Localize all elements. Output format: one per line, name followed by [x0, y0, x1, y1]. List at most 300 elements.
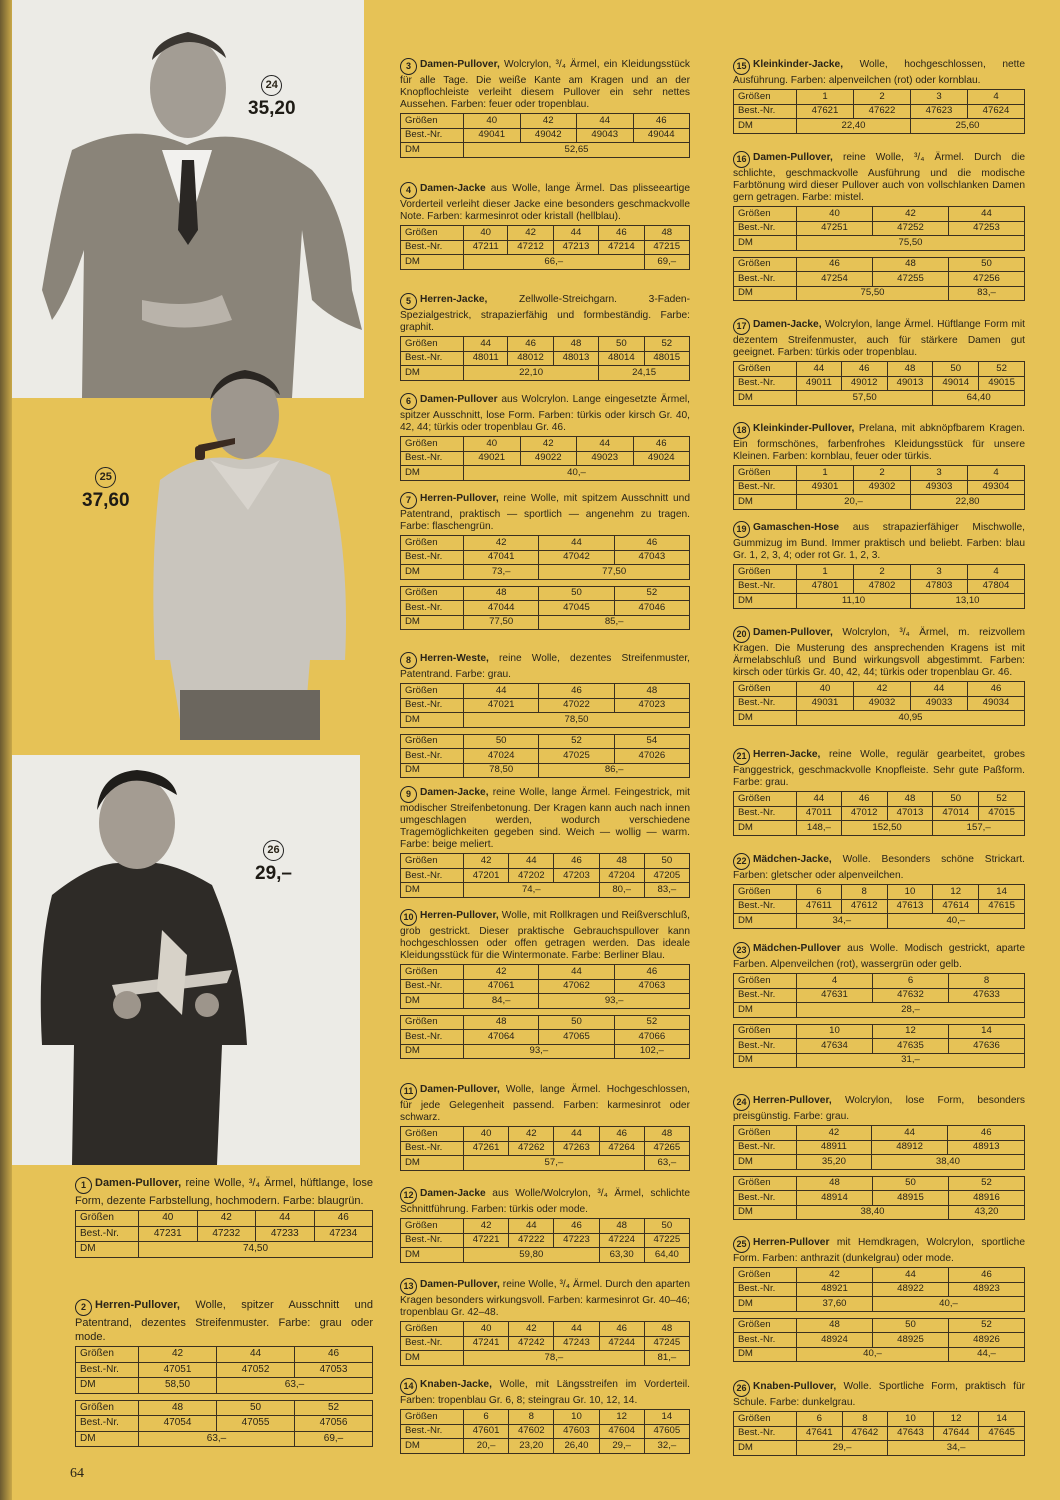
price-cell: 80,– — [599, 883, 644, 898]
order-number-cell: 47643 — [888, 1426, 934, 1441]
price-cell: 43,20 — [949, 1205, 1025, 1220]
size-cell: 12 — [599, 1410, 644, 1425]
sizes-row — [734, 792, 1025, 807]
item-description — [733, 521, 1025, 562]
size-cell: 48 — [873, 257, 949, 272]
order-number-cell: 47051 — [139, 1362, 217, 1378]
order-row — [734, 1140, 1025, 1155]
price-cell: 66,– — [464, 255, 645, 270]
order-number-cell: 47251 — [797, 221, 873, 236]
price-row — [401, 1439, 690, 1454]
price-cell: 26,40 — [554, 1439, 599, 1454]
item-number-badge: 8 — [400, 652, 417, 669]
size-cell: 42 — [873, 207, 949, 222]
price-cell: 29,– — [797, 1441, 888, 1456]
item-number-badge: 15 — [733, 58, 750, 75]
price-row — [734, 594, 1025, 609]
price-label: DM — [401, 466, 464, 481]
order-number-cell: 47603 — [554, 1424, 599, 1439]
order-number-cell: 49034 — [968, 696, 1025, 711]
order-number-cell: 47212 — [508, 240, 553, 255]
price-cell: 69,– — [644, 255, 689, 270]
size-cell: 14 — [979, 885, 1025, 900]
price-cell: 73,– — [464, 565, 539, 580]
order-number-cell: 48913 — [948, 1140, 1025, 1155]
size-cell: 40 — [139, 1211, 198, 1227]
order-number-cell: 47605 — [644, 1424, 689, 1439]
size-cell: 46 — [841, 792, 887, 807]
size-price-table — [733, 681, 1025, 726]
price-row — [734, 236, 1025, 251]
size-cell: 52 — [979, 362, 1025, 377]
order-number-cell: 47264 — [599, 1141, 644, 1156]
order-label: Best.-Nr. — [734, 579, 797, 594]
order-number-cell: 47636 — [949, 1039, 1025, 1054]
item-number-badge: 19 — [733, 521, 750, 538]
order-number-cell: 48013 — [553, 351, 598, 366]
size-cell: 50 — [644, 854, 689, 869]
size-cell: 42 — [509, 1322, 554, 1337]
size-cell: 44 — [797, 362, 842, 377]
price-cell: 44,– — [949, 1347, 1025, 1362]
price-label: DM — [734, 594, 797, 609]
price-label: DM — [401, 1044, 464, 1059]
size-cell: 46 — [554, 1219, 599, 1234]
order-number-cell: 47026 — [614, 749, 689, 764]
order-number-cell: 47025 — [539, 749, 614, 764]
sizes-label: Größen — [401, 854, 464, 869]
price-label: DM — [734, 821, 797, 836]
order-number-cell: 47204 — [599, 868, 644, 883]
catalog-item-17 — [733, 318, 1025, 412]
order-number-cell: 47213 — [553, 240, 598, 255]
size-price-table — [400, 336, 690, 381]
order-number-cell: 47063 — [614, 979, 689, 994]
sizes-row — [76, 1347, 373, 1363]
size-price-table — [400, 1409, 690, 1454]
order-row — [734, 104, 1025, 119]
price-row — [734, 1053, 1025, 1068]
order-number-cell: 49024 — [633, 451, 690, 466]
order-label: Best.-Nr. — [734, 1426, 797, 1441]
order-number-cell: 47045 — [539, 601, 614, 616]
size-cell: 40 — [464, 437, 521, 452]
order-number-cell: 47215 — [644, 240, 689, 255]
order-label: Best.-Nr. — [734, 1140, 797, 1155]
order-label: Best.-Nr. — [734, 1282, 797, 1297]
order-number-cell: 47052 — [217, 1362, 295, 1378]
price-row — [734, 914, 1025, 929]
catalog-item-26 — [733, 1380, 1025, 1462]
order-number-cell: 47021 — [464, 698, 539, 713]
order-row — [76, 1416, 373, 1432]
price-cell: 63,– — [217, 1378, 373, 1394]
size-price-table — [733, 1318, 1025, 1363]
size-cell: 44 — [217, 1347, 295, 1363]
order-number-cell: 47023 — [614, 698, 689, 713]
order-number-cell: 48011 — [464, 351, 508, 366]
item-description — [733, 1380, 1025, 1409]
order-row — [401, 1233, 690, 1248]
order-number-cell: 47211 — [464, 240, 508, 255]
item-name: Damen-Jacke, — [420, 787, 489, 798]
price-row — [401, 615, 690, 630]
price-cell: 85,– — [539, 615, 690, 630]
order-label: Best.-Nr. — [734, 1333, 797, 1348]
order-number-cell: 47043 — [614, 550, 689, 565]
sizes-row — [734, 974, 1025, 989]
size-price-table — [733, 465, 1025, 510]
size-price-table — [733, 1024, 1025, 1069]
size-price-table — [733, 89, 1025, 134]
order-label: Best.-Nr. — [401, 1030, 464, 1045]
size-cell: 48 — [599, 854, 644, 869]
size-cell: 3 — [911, 90, 968, 105]
size-cell: 8 — [949, 974, 1025, 989]
catalog-item-5 — [400, 293, 690, 387]
item-description — [400, 1187, 690, 1216]
item-number-badge: 7 — [400, 492, 417, 509]
size-price-table — [400, 113, 690, 158]
item-number-badge: 26 — [733, 1380, 750, 1397]
sizes-row — [734, 565, 1025, 580]
order-number-cell: 47044 — [464, 601, 539, 616]
price-label: DM — [76, 1242, 139, 1258]
order-number-cell: 47242 — [509, 1336, 554, 1351]
order-row — [734, 1282, 1025, 1297]
sizes-row — [76, 1211, 373, 1227]
order-number-cell: 47644 — [933, 1426, 979, 1441]
order-number-cell: 47053 — [295, 1362, 373, 1378]
order-number-cell: 47623 — [911, 104, 968, 119]
order-number-cell: 47245 — [644, 1336, 689, 1351]
size-price-table — [400, 225, 690, 270]
size-cell: 12 — [873, 1024, 949, 1039]
item-description — [733, 1094, 1025, 1123]
order-number-cell: 47024 — [464, 749, 539, 764]
item-text: reine Wolle, lange Ärmel. Feingestrick, mit modischer Streifenbetonung. Der Kragen kann auch nach innen umgeschlagen werden, wodurch verschiedene Tragemöglichkeiten gegeben sind. Weich — wollig — warm. Farbe: beige meliert. — [400, 787, 690, 851]
item-number-badge: 2 — [75, 1299, 92, 1316]
sizes-label: Größen — [401, 114, 464, 129]
order-number-cell: 47253 — [949, 221, 1025, 236]
order-number-cell: 47256 — [949, 272, 1025, 287]
order-label: Best.-Nr. — [401, 240, 464, 255]
order-number-cell: 49011 — [797, 376, 842, 391]
order-label: Best.-Nr. — [401, 550, 464, 565]
catalog-item-14 — [400, 1378, 690, 1460]
price-tag-25 — [82, 467, 130, 512]
price-cell: 157,– — [933, 821, 1025, 836]
size-cell: 44 — [553, 226, 598, 241]
size-cell: 42 — [464, 965, 539, 980]
price-label: DM — [734, 286, 797, 301]
price-label: DM — [401, 994, 464, 1009]
order-number-cell: 47046 — [614, 601, 689, 616]
order-label: Best.-Nr. — [401, 451, 464, 466]
size-cell: 44 — [554, 1127, 599, 1142]
order-number-cell: 47612 — [841, 899, 887, 914]
price-cell: 52,65 — [464, 143, 690, 158]
item-number-badge: 5 — [400, 293, 417, 310]
size-cell: 10 — [888, 1412, 934, 1427]
order-label: Best.-Nr. — [734, 696, 797, 711]
size-cell: 4 — [968, 565, 1025, 580]
order-label: Best.-Nr. — [401, 1233, 464, 1248]
sizes-label: Größen — [401, 1015, 464, 1030]
price-row — [401, 565, 690, 580]
price-cell: 86,– — [539, 763, 690, 778]
order-number-cell: 48916 — [949, 1191, 1025, 1206]
item-text: reine Wolle, ³/₄ Ärmel. Durch den aparten Kragen besonders wirkungsvoll. Farben: karmesinrot Gr. 40–46; tropenblau Gr. 42–48. — [400, 1279, 690, 1319]
order-number-cell: 49032 — [854, 696, 911, 711]
sizes-label: Größen — [401, 1219, 464, 1234]
size-cell: 40 — [464, 226, 508, 241]
price-cell: 40,95 — [797, 711, 1025, 726]
sizes-label: Größen — [401, 1322, 464, 1337]
item-number-badge: 18 — [733, 422, 750, 439]
order-row — [401, 128, 690, 143]
sizes-label: Größen — [401, 437, 464, 452]
size-price-table — [733, 564, 1025, 609]
size-cell: 10 — [797, 1024, 873, 1039]
price-cell: 37,60 — [797, 1297, 873, 1312]
order-number-cell: 47243 — [554, 1336, 599, 1351]
item-text: Wolle, lange Ärmel. Hochgeschlossen, für jede Gelegenheit passend. Farben: karmesinrot oder schwarz. — [400, 1084, 690, 1124]
size-cell: 42 — [197, 1211, 256, 1227]
size-price-table — [733, 791, 1025, 836]
price-label: DM — [734, 1297, 797, 1312]
size-cell: 44 — [873, 1268, 949, 1283]
order-number-cell: 47011 — [797, 806, 842, 821]
item-description — [400, 909, 690, 962]
order-row — [734, 1191, 1025, 1206]
size-cell: 14 — [979, 1412, 1025, 1427]
size-cell: 44 — [464, 684, 539, 699]
sizes-label: Größen — [401, 1127, 464, 1142]
price-row — [734, 1347, 1025, 1362]
item-name: Damen-Pullover, — [753, 627, 833, 638]
sizes-row — [401, 226, 690, 241]
sizes-row — [734, 362, 1025, 377]
order-label: Best.-Nr. — [401, 1336, 464, 1351]
order-number-cell: 47214 — [599, 240, 644, 255]
sizes-row — [734, 1412, 1025, 1427]
catalog-item-25 — [733, 1236, 1025, 1368]
size-cell: 48 — [644, 226, 689, 241]
price-row — [734, 495, 1025, 510]
price-cell: 77,50 — [464, 615, 539, 630]
item-name: Damen-Jacke, — [753, 319, 822, 330]
price-row — [734, 821, 1025, 836]
order-number-cell: 47015 — [979, 806, 1025, 821]
item-description — [400, 652, 690, 681]
order-number-cell: 47254 — [797, 272, 873, 287]
size-cell: 50 — [599, 337, 644, 352]
size-cell: 46 — [295, 1347, 373, 1363]
order-row — [401, 351, 690, 366]
size-cell: 50 — [464, 734, 539, 749]
item-text: Wolcrylon, ³/₄ Ärmel, ein Kleidungsstück für alle Tage. Die weiße Kante am Kragen und an der Knopflochleiste verleiht diesem Pullover ein sehr nettes Aussehen. Farben: feuer oder tropenblau. — [400, 59, 690, 111]
item-description — [733, 853, 1025, 882]
price-cell: 75,50 — [797, 286, 949, 301]
sizes-row — [401, 1127, 690, 1142]
order-number-cell: 47615 — [979, 899, 1025, 914]
order-number-cell: 47801 — [797, 579, 854, 594]
sizes-row — [734, 1024, 1025, 1039]
price-row — [734, 1297, 1025, 1312]
order-row — [401, 601, 690, 616]
item-name: Herren-Pullover, — [420, 910, 499, 921]
price-label: DM — [401, 1156, 464, 1171]
size-cell: 42 — [797, 1126, 872, 1141]
order-number-cell: 48923 — [949, 1282, 1025, 1297]
sizes-label: Größen — [734, 1412, 797, 1427]
order-number-cell: 49022 — [520, 451, 577, 466]
order-row — [401, 240, 690, 255]
size-cell: 4 — [968, 466, 1025, 481]
size-price-table — [400, 853, 690, 898]
order-number-cell: 48014 — [599, 351, 644, 366]
order-number-cell: 47645 — [979, 1426, 1025, 1441]
item-name: Damen-Pullover, — [420, 59, 500, 70]
item-text: Prelana, mit abknöpfbarem Kragen. Ein formschönes, farbenfrohes Kleidungsstück für unsere Kleinen. Farben: kornblau, feuer oder türkis. — [733, 423, 1025, 463]
size-cell: 44 — [949, 207, 1025, 222]
sizes-label: Größen — [734, 1318, 797, 1333]
sizes-label: Größen — [734, 466, 797, 481]
order-label: Best.-Nr. — [734, 1039, 797, 1054]
size-cell: 46 — [599, 1127, 644, 1142]
size-price-table — [733, 1411, 1025, 1456]
item-name: Herren-Pullover, — [95, 1299, 180, 1311]
boy-figure-image — [12, 755, 360, 1165]
catalog-item-18 — [733, 422, 1025, 516]
sizes-label: Größen — [734, 792, 797, 807]
order-number-cell: 47014 — [933, 806, 979, 821]
order-number-cell: 47202 — [509, 868, 554, 883]
size-cell: 46 — [539, 684, 614, 699]
item-description — [733, 318, 1025, 359]
sizes-row — [76, 1400, 373, 1416]
item-number-badge: 25 — [733, 1236, 750, 1253]
order-number-cell: 47041 — [464, 550, 539, 565]
size-cell: 50 — [949, 257, 1025, 272]
size-cell: 46 — [554, 854, 599, 869]
price-label: DM — [401, 883, 464, 898]
sizes-label: Größen — [401, 337, 464, 352]
order-number-cell: 47803 — [911, 579, 968, 594]
order-number-cell: 48012 — [508, 351, 553, 366]
price-label: DM — [401, 1351, 464, 1366]
price-label: DM — [76, 1378, 139, 1394]
price-label: DM — [401, 1248, 464, 1263]
size-cell: 52 — [644, 337, 689, 352]
size-cell: 48 — [797, 1176, 873, 1191]
price-row — [76, 1431, 373, 1447]
size-cell: 48 — [464, 1015, 539, 1030]
item-description — [400, 58, 690, 111]
man-figure-image — [12, 0, 364, 398]
item-text: aus Wolle, lange Ärmel. Das plisseeartige Vorderteil verleiht dieser Jacke eine besonders geschmackvolle Note. Farben: karmesinrot oder kristall (hellblau). — [400, 183, 690, 223]
size-cell: 52 — [949, 1318, 1025, 1333]
order-number-cell: 49014 — [933, 376, 979, 391]
sizes-row — [734, 466, 1025, 481]
order-number-cell: 47233 — [256, 1226, 315, 1242]
item-name: Herren-Weste, — [420, 653, 489, 664]
size-cell: 4 — [797, 974, 873, 989]
item-description — [400, 182, 690, 223]
sizes-row — [734, 1318, 1025, 1333]
item-description — [400, 393, 690, 434]
order-row — [401, 979, 690, 994]
order-number-cell: 47622 — [854, 104, 911, 119]
sizes-label: Größen — [401, 965, 464, 980]
price-cell: 40,– — [873, 1297, 1025, 1312]
order-label: Best.-Nr. — [401, 868, 464, 883]
sizes-label: Größen — [734, 1268, 797, 1283]
size-price-table — [400, 586, 690, 631]
item-text: Wolle. Sportliche Form, praktisch für Schule. Farbe: dunkelgrau. — [733, 1381, 1025, 1408]
item-number-badge: 23 — [733, 942, 750, 959]
price-cell: 75,50 — [797, 236, 1025, 251]
order-number-cell: 47624 — [968, 104, 1025, 119]
size-price-table — [733, 884, 1025, 929]
item-text: aus Wolcrylon. Lange eingesetzte Ärmel, spitzer Ausschnitt, lose Form. Farben: türkis oder kirsch Gr. 40, 42, 44; türkis oder tropenblau Gr. 46. — [400, 394, 690, 434]
item-description — [733, 942, 1025, 971]
item-text: Wolcrylon, ³/₄ Ärmel, m. reizvollem Kragen. Die Musterung des ansprechenden Kragens ist mit Ärmelabschluß und Bund wirkungsvoll abgestimmt. Farben: kirsch oder türkis Gr. 40, 42, 44; türkis oder tropenblau Gr. 46. — [733, 627, 1025, 679]
price-row — [734, 1155, 1025, 1170]
sizes-row — [401, 684, 690, 699]
item-name: Knaben-Jacke, — [420, 1379, 492, 1390]
size-price-table — [733, 1267, 1025, 1312]
size-cell: 50 — [933, 362, 979, 377]
order-number-cell: 49033 — [911, 696, 968, 711]
size-cell: 52 — [949, 1176, 1025, 1191]
size-cell: 44 — [509, 854, 554, 869]
price-tag-26 — [255, 840, 292, 885]
item-text: Wolle, hochgeschlossen, nette Ausführung. Farben: alpenveilchen (rot) oder kornblau. — [733, 59, 1025, 86]
order-label: Best.-Nr. — [734, 376, 797, 391]
sizes-label: Größen — [401, 734, 464, 749]
size-price-table — [75, 1400, 373, 1448]
price-row — [734, 286, 1025, 301]
size-cell: 40 — [797, 682, 854, 697]
size-cell: 2 — [854, 565, 911, 580]
order-number-cell: 47065 — [539, 1030, 614, 1045]
catalog-item-16 — [733, 151, 1025, 307]
size-cell: 52 — [614, 586, 689, 601]
size-price-table — [400, 683, 690, 728]
sizes-label: Größen — [734, 1024, 797, 1039]
size-cell: 44 — [539, 965, 614, 980]
order-number-cell: 49044 — [633, 128, 690, 143]
price-cell: 64,40 — [933, 391, 1025, 406]
size-cell: 6 — [464, 1410, 509, 1425]
item-name: Herren-Jacke, — [420, 294, 488, 305]
item-name: Damen-Pullover, — [420, 1279, 500, 1290]
price-cell: 64,40 — [644, 1248, 689, 1263]
price-cell: 83,– — [644, 883, 689, 898]
sizes-row — [734, 207, 1025, 222]
price-cell: 32,– — [644, 1439, 689, 1454]
price-cell: 35,20 — [797, 1155, 872, 1170]
catalog-item-3 — [400, 58, 690, 164]
size-price-table — [733, 361, 1025, 406]
price-label: DM — [76, 1431, 139, 1447]
price-label: DM — [401, 366, 464, 381]
order-number-cell: 47241 — [464, 1336, 509, 1351]
size-cell: 4 — [968, 90, 1025, 105]
price-row — [401, 883, 690, 898]
